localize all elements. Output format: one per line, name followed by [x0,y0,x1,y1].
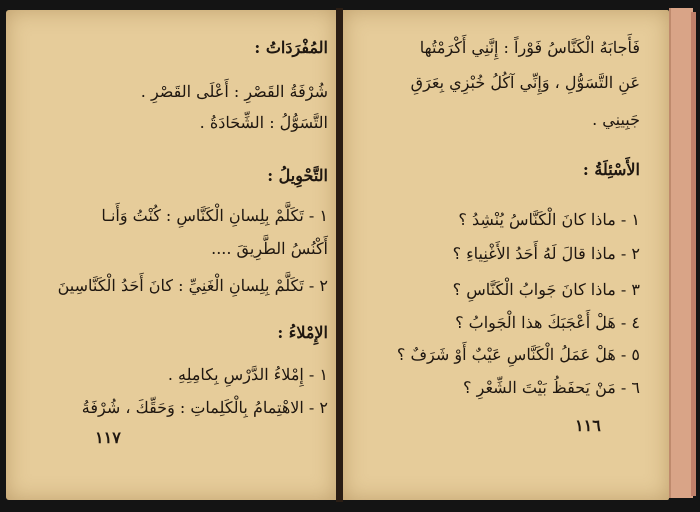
transform-heading: التَّحْوِيلُ : [267,166,328,185]
question-2: ٢ - ماذا قالَ لَهُ أَحَدُ الأَغْنِياءِ ؟ [452,244,640,263]
transform-item-2: ٢ - تَكَلَّمْ بِلِسانِ الْغَنِيِّ : كانَ أَحَدُ الْكَنَّاسِينَ [57,276,328,295]
vocab-heading: المُفْرَدَاتُ : [254,38,328,57]
transform-item-1-continued: أَكْنُسُ الطَّرِيقَ .... [211,239,328,258]
page-number-left: ١١٧ [95,428,121,447]
page-edge [669,8,693,498]
story-line-1: فَأَجابَهُ الْكَنَّاسُ فَوْراً : إِنَّنِي أَكْرَمْتُها [419,38,640,57]
question-5: ٥ - هَلْ عَمَلُ الْكَنَّاسِ عَيْبٌ أَوْ شَرَفٌ ؟ [396,345,640,364]
story-line-2: عَنِ التَّسَوُّلِ ، وَإِنِّي آكُلُ خُبْزِي بِعَرَقِ [410,73,640,92]
question-6: ٦ - مَنْ يَحفَظُ بَيْتَ الشِّعْرِ ؟ [463,378,640,397]
question-4: ٤ - هَلْ أَعْجَبَكَ هذا الْجَوابُ ؟ [455,313,640,332]
transform-item-1: ١ - تَكَلَّمْ بِلِسانِ الْكَنَّاسِ : كُنْتُ وَأَنـا [101,206,328,225]
vocab-item-2: التَّسَوُّلُ : الشِّحَادَةُ . [199,113,328,132]
dictation-item-2: ٢ - الاهْتِمامُ بِالْكَلِماتِ : وَحَقِّكَ ، شُرْفَةُ [81,398,328,417]
book-gutter [336,8,343,502]
question-3: ٣ - ماذا كانَ جَوابُ الْكَنَّاسِ ؟ [452,280,640,299]
story-line-3: جَبِينِي . [592,110,640,129]
questions-heading: الأَسْئِلَةُ : [582,160,640,179]
page-number-right: ١١٦ [575,416,601,435]
dictation-item-1: ١ - إِمْلاءُ الدَّرْسِ بِكامِلِهِ . [167,365,328,384]
vocab-item-1: شُرْفَةُ القَصْرِ : أَعْلَى القَصْرِ . [140,82,328,101]
dictation-heading: الإِمْلاءُ : [277,323,328,342]
page-edge-shadow [691,12,696,496]
question-1: ١ - ماذا كانَ الْكَنَّاسُ يُنْشِدُ ؟ [458,210,640,229]
